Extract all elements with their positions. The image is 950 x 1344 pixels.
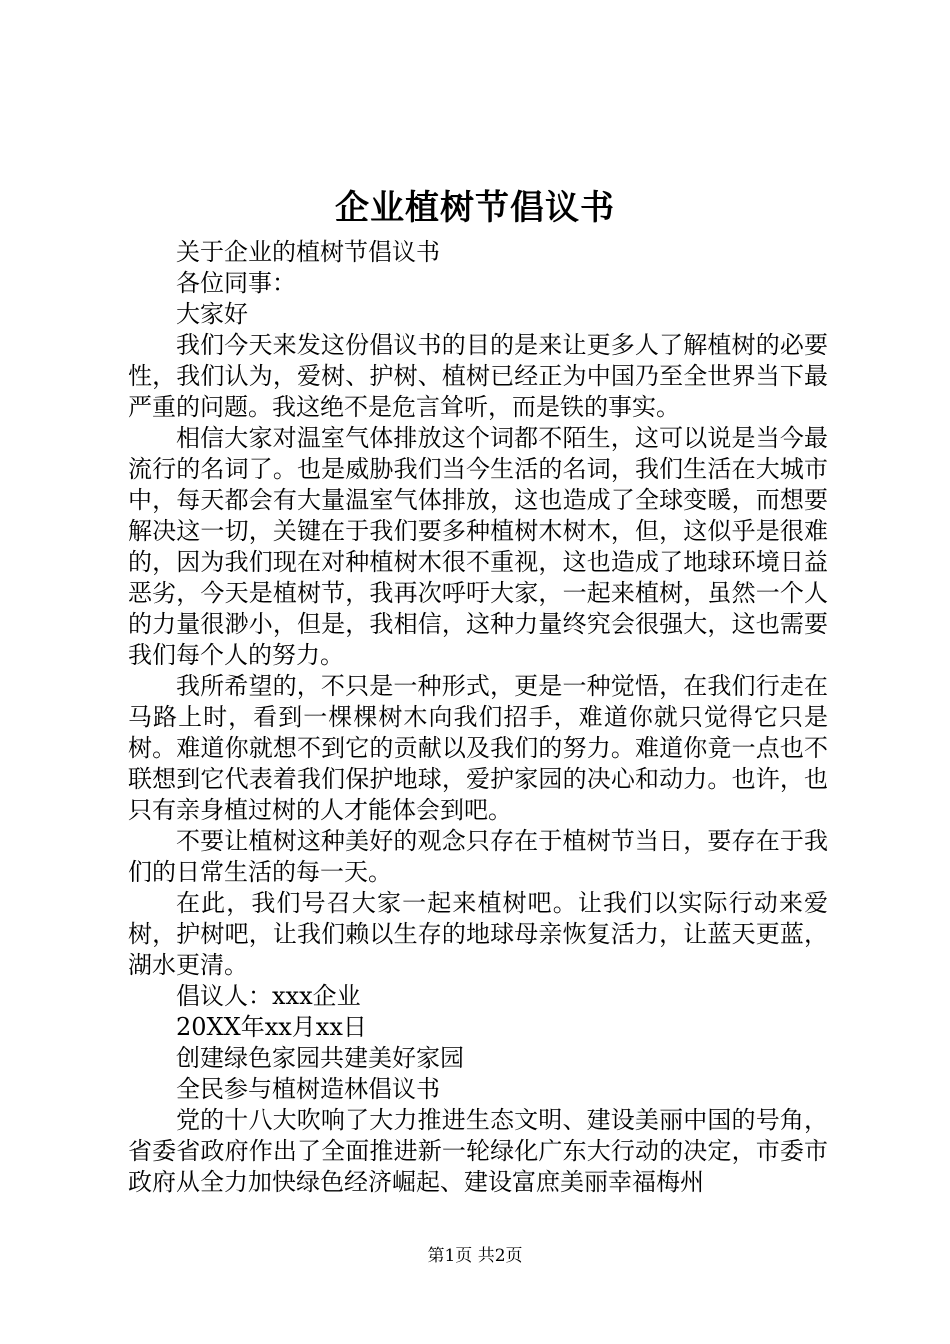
paragraph: 关于企业的植树节倡议书 — [176, 238, 440, 266]
paragraph: 我所希望的，不只是一种形式，更是一种觉悟，在我们行走在马路上时，看到一棵棵树木向我们招手，难道你就只觉得它只是树。难道你就想不到它的贡献以及我们的努力。难道你竟一点也不联想到它代表着我们保护地球，爱护家园的决心和动力。也许，也只有亲身植过树的人才能体会到吧。 — [128, 672, 828, 824]
paragraph: 各位同事： — [176, 269, 296, 297]
paragraph: 倡议人：xxx企业 — [176, 982, 361, 1010]
paragraph: 我们今天来发这份倡议书的目的是来让更多人了解植树的必要性，我们认为，爱树、护树、植树已经正为中国乃至全世界当下最严重的问题。我这绝不是危言耸听，而是铁的事实。 — [128, 331, 828, 421]
page-number-footer: 第1页 共2页 — [427, 1246, 523, 1266]
paragraph: 党的十八大吹响了大力推进生态文明、建设美丽中国的号角，省委省政府作出了全面推进新一轮绿化广东大行动的决定，市委市政府从全力加快绿色经济崛起、建设富庶美丽幸福梅州 — [128, 1106, 828, 1196]
document-title: 企业植树节倡议书 — [335, 188, 615, 228]
paragraph: 大家好 — [176, 300, 248, 328]
document-body — [128, 237, 828, 1198]
paragraph: 20XX年xx月xx日 — [176, 1013, 367, 1041]
paragraph: 创建绿色家园共建美好家园 — [176, 1044, 464, 1072]
paragraph: 相信大家对温室气体排放这个词都不陌生，这可以说是当今最流行的名词了。也是威胁我们当今生活的名词，我们生活在大城市中，每天都会有大量温室气体排放，这也造成了全球变暖，而想要解决这一切，关键在于我们要多种植树木树木，但，这似乎是很难的，因为我们现在对种植树木很不重视，这也造成了地球环境日益恶劣，今天是植树节，我再次呼吁大家，一起来植树，虽然一个人的力量很渺小，但是，我相信，这种力量终究会很强大，这也需要我们每个人的努力。 — [128, 424, 828, 669]
paragraph: 不要让植树这种美好的观念只存在于植树节当日，要存在于我们的日常生活的每一天。 — [128, 827, 828, 886]
paragraph: 在此，我们号召大家一起来植树吧。让我们以实际行动来爱树，护树吧，让我们赖以生存的地球母亲恢复活力，让蓝天更蓝，湖水更清。 — [128, 889, 828, 979]
paragraph: 全民参与植树造林倡议书 — [176, 1075, 440, 1103]
